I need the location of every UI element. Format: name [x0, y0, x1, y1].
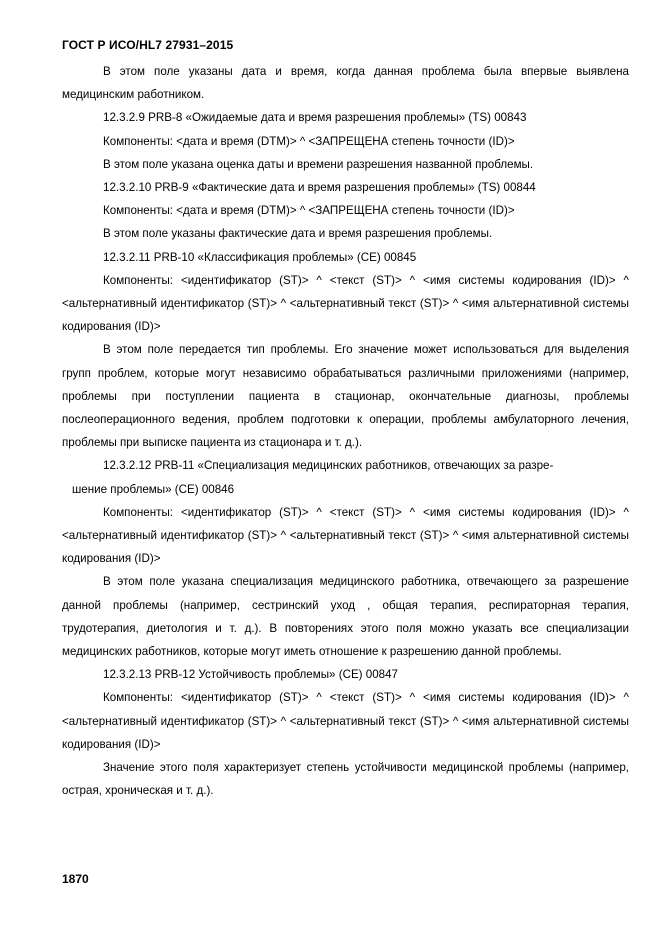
- section-heading: 12.3.2.13 PRB-12 Устойчивость проблемы» (CE) 00847: [103, 668, 399, 682]
- paragraph: В этом поле указана специализация медицинского работника, отвечающего за разрешение данной проблемы (например, сестринский уход , общая терапия, респираторная терапия, трудотерапия, диетология и т. д.). В повторениях этого поля можно указать все специализации медицинских работников, которые могут иметь отношение к разрешению данной проблемы.: [62, 575, 629, 659]
- components-line: Компоненты: <идентификатор (ST)> ^ <текст (ST)> ^ <имя системы кодирования (ID)> ^ <альтернативный идентификатор (ST)> ^ <альтернативный текст (ST)> ^ <имя альтернативной системы кодирования (ID)>: [62, 691, 629, 751]
- paragraph: В этом поле передается тип проблемы. Его значение может использоваться для выделения групп проблем, которые могут независимо обрабатываться различными приложениями (например, проблемы при поступлении пациента в стационар, окончательные диагнозы, проблемы послеоперационного ведения, проблем подготовки к операции, проблемы амбулаторного лечения, проблемы при выписке пациента из стационара и т. д.).: [62, 343, 629, 450]
- document-header: ГОСТ Р ИСО/HL7 27931–2015: [62, 38, 234, 52]
- section-heading: 12.3.2.9 PRB-8 «Ожидаемые дата и время разрешения проблемы» (TS) 00843: [103, 111, 527, 125]
- paragraph: В этом поле указаны дата и время, когда данная проблема была впервые выявлена медицинским работником.: [62, 65, 629, 102]
- components-line: Компоненты: <дата и время (DTM)> ^ <ЗАПРЕЩЕНА степень точности (ID)>: [103, 134, 515, 148]
- components-line: Компоненты: <дата и время (DTM)> ^ <ЗАПРЕЩЕНА степень точности (ID)>: [103, 204, 515, 218]
- paragraph: В этом поле указана оценка даты и времени разрешения названной проблемы.: [103, 157, 534, 171]
- section-heading-continuation: шение проблемы» (CE) 00846: [72, 482, 235, 496]
- section-heading: 12.3.2.10 PRB-9 «Фактические дата и время разрешения проблемы» (TS) 00844: [103, 181, 536, 195]
- paragraph: Значение этого поля характеризует степень устойчивости медицинской проблемы (например, острая, хроническая и т. д.).: [62, 761, 629, 798]
- section-heading: 12.3.2.11 PRB-10 «Классификация проблемы» (CE) 00845: [103, 250, 417, 264]
- page-body: [62, 60, 629, 803]
- section-heading: 12.3.2.12 PRB-11 «Специализация медицинских работников, отвечающих за разре-: [103, 459, 554, 473]
- components-line: Компоненты: <идентификатор (ST)> ^ <текст (ST)> ^ <имя системы кодирования (ID)> ^ <альтернативный идентификатор (ST)> ^ <альтернативный текст (ST)> ^ <имя альтернативной системы кодирования (ID)>: [62, 273, 629, 334]
- paragraph: В этом поле указаны фактические дата и время разрешения проблемы.: [103, 227, 493, 241]
- components-line: Компоненты: <идентификатор (ST)> ^ <текст (ST)> ^ <имя системы кодирования (ID)> ^ <альтернативный идентификатор (ST)> ^ <альтернативный текст (ST)> ^ <имя альтернативной системы кодирования (ID)>: [62, 505, 629, 566]
- page-number: 1870: [62, 872, 89, 886]
